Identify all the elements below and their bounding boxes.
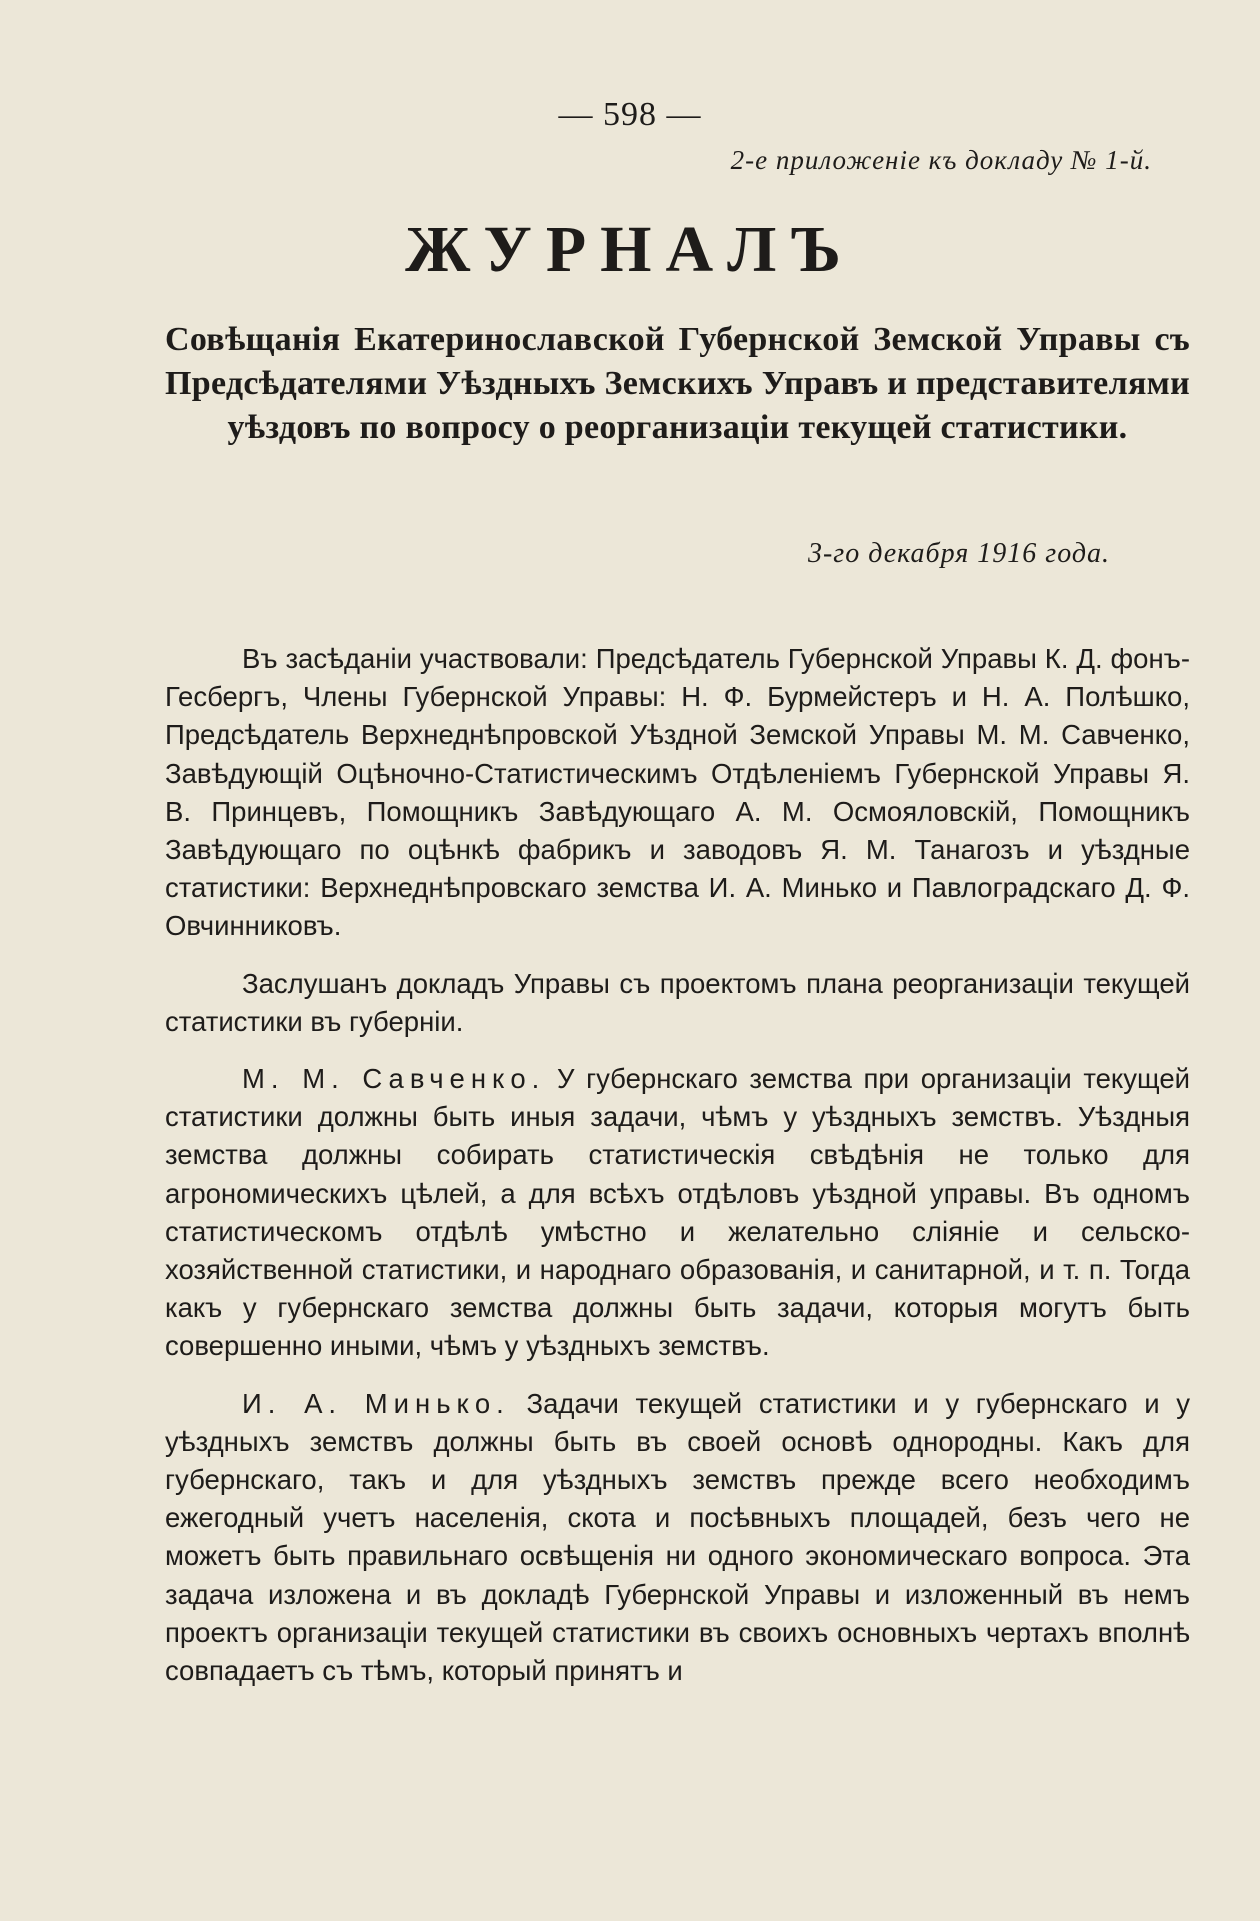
paragraph-text: Задачи текущей статистики и у губернскаго и у уѣздныхъ земствъ должны быть въ своей основѣ однородны. Какъ для губернскаго, такъ и для уѣздныхъ земствъ прежде всего необходимъ ежегодный учетъ населенія, скота и посѣвныхъ площадей, безъ чего не можетъ быть правильнаго освѣщенія ни одного экономическаго вопроса. Эта задача изложена и въ докладѣ Губернской Управы и изложенный въ немъ проектъ организаціи текущей статистики въ своихъ основныхъ чертахъ вполнѣ совпадаетъ съ тѣмъ, который принятъ и — [165, 1387, 1190, 1687]
paragraph-text: У губернскаго земства при организаціи текущей статистики должны быть иныя задачи, чѣмъ у уѣздныхъ земствъ. Уѣздныя земства должны собирать статистическія свѣдѣнія не только для агрономическихъ цѣлей, а для всѣхъ отдѣловъ уѣздной управы. Въ одномъ статистическомъ отдѣлѣ умѣстно и желательно сліяніе и сельско-хозяйственной статистики, и народнаго образованія, и санитарной, и т. п. Тогда какъ у губернскаго земства должны быть задачи, которыя могутъ быть совершенно иными, чѣмъ у уѣздныхъ земствъ. — [165, 1063, 1190, 1362]
paragraph-participants — [165, 640, 1190, 946]
appendix-note: 2-е приложеніе къ докладу № 1-й. — [730, 145, 1152, 175]
body-text — [165, 640, 1190, 1709]
paragraph-report — [165, 965, 1190, 1041]
paragraph-minko — [165, 1385, 1190, 1691]
meeting-date: 3-го декабря 1916 года. — [807, 538, 1110, 569]
speaker-name: М. М. Савченко. — [242, 1063, 546, 1095]
journal-title: ЖУРНАЛЪ — [405, 213, 855, 286]
paragraph-text: Въ засѣданіи участвовали: Предсѣдатель Губернской Управы К. Д. фонъ-Гесбергъ, Члены Губернской Управы: Н. Ф. Бурмейстеръ и Н. А. Полѣшко, Предсѣдатель Верхнеднѣпровской Уѣздной Земской Управы М. М. Савченко, Завѣдующій Оцѣночно-Статистическимъ Отдѣленіемъ Губернской Управы Я. В. Принцевъ, Помощникъ Завѣдующаго А. М. Осмояловскій, Помощникъ Завѣдующаго по оцѣнкѣ фабрикъ и заводовъ Я. М. Танагозъ и уѣздные статистики: Верхнеднѣпровскаго земства И. А. Минько и Павлоградскаго Д. Ф. Овчинниковъ. — [165, 643, 1190, 942]
paragraph-text: Заслушанъ докладъ Управы съ проектомъ плана реорганизаціи текущей статистики въ губерніи. — [165, 967, 1190, 1037]
speaker-name: И. А. Минько. — [242, 1387, 510, 1419]
paragraph-savchenko — [165, 1060, 1190, 1366]
journal-subtitle: Совѣщанія Екатеринославской Губернской Земской Управы съ Предсѣдателями Уѣздныхъ Земскихъ Управъ и представителями уѣздовъ по вопросу о реорганизаціи текущей статистики. — [165, 321, 1190, 446]
page-number: — 598 — — [558, 96, 702, 133]
